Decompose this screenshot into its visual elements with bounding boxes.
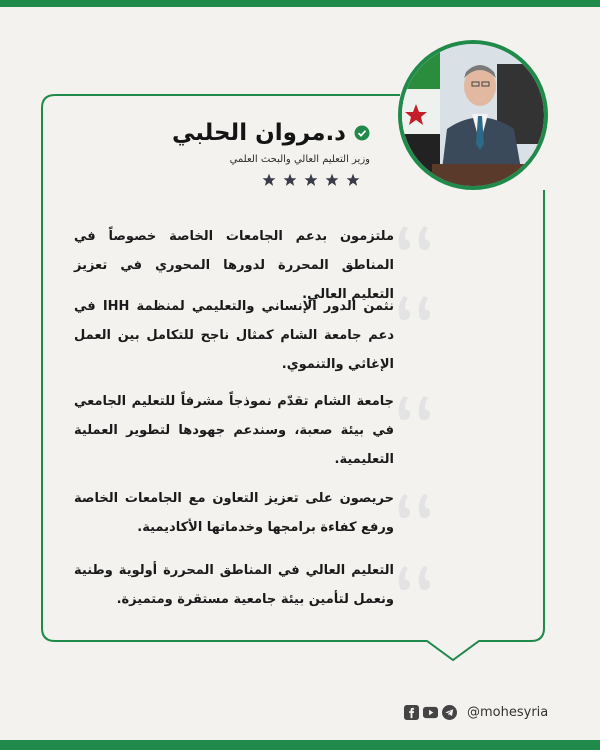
quote-item-3: جامعة الشام تقدّم نموذجاً مشرفاً للتعليم الجامعي في بيئة صعبة، وسندعم جهودها لتطوير العملية التعليمية. [74, 394, 394, 467]
quote-item-2: نثمن الدور الإنساني والتعليمي لمنظمة IHH في دعم جامعة الشام كمثال ناجح للتكامل بين العمل الإغاثي والتنموي. [74, 299, 394, 372]
star-icon [325, 173, 339, 187]
quote-mark-icon [394, 220, 442, 250]
star-icon [346, 173, 360, 187]
portrait-illustration [402, 44, 544, 186]
youtube-icon[interactable] [423, 705, 438, 720]
telegram-icon[interactable] [442, 705, 457, 720]
bottom-accent-bar [0, 740, 600, 750]
quote-item-5: التعليم العالي في المناطق المحررة أولوية وطنية ونعمل لتأمين بيئة جامعية مستقرة ومتميزة. [74, 563, 394, 607]
quote-mark-icon [394, 390, 442, 420]
quote-item-1: ملتزمون بدعم الجامعات الخاصة خصوصاً في المناطق المحررة لدورها المحوري في تعزيز التعليم العالي. [74, 229, 394, 302]
person-title: وزير التعليم العالي والبحث العلمي [229, 154, 370, 165]
rating-stars [262, 173, 360, 187]
person-name: د.مروان الحلبي [171, 120, 346, 146]
quote-mark-icon [394, 488, 442, 518]
star-icon [283, 173, 297, 187]
name-row [70, 120, 370, 146]
quote-mark-icon [394, 290, 442, 320]
facebook-icon[interactable] [404, 705, 419, 720]
quote-mark-icon [394, 560, 442, 590]
star-icon [304, 173, 318, 187]
person-header [70, 120, 370, 165]
verified-check-icon [354, 125, 370, 141]
social-handle: @mohesyria [467, 705, 549, 720]
star-icon [262, 173, 276, 187]
social-footer [404, 705, 548, 720]
minister-portrait [398, 40, 548, 190]
quote-item-4: حريصون على تعزيز التعاون مع الجامعات الخاصة ورفع كفاءة برامجها وخدماتها الأكاديمية. [74, 491, 394, 535]
